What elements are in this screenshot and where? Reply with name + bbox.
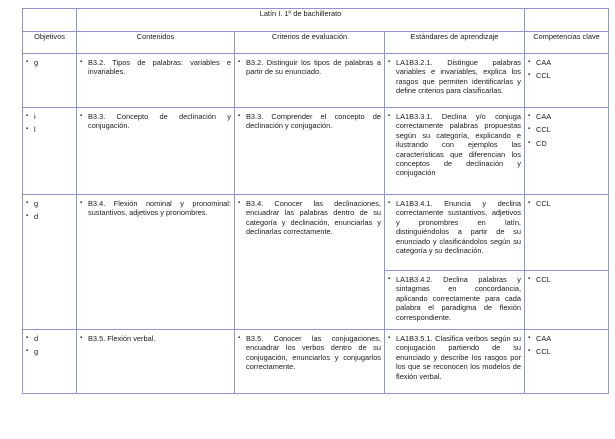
competencia-item-text: CAA (536, 334, 552, 343)
table-row (23, 330, 609, 394)
estandar-item-text: LA1B3.3.1. Declina y/o conjuga correctamente palabras propuestas según su categoría, explicando e ilustrando con ejemplos las características que diferencian los conceptos de declinación y conjugación (396, 112, 521, 178)
criterio-item-text: B3.3. Comprender el concepto de declinación y conjugación. (246, 112, 381, 131)
bullet-marker: ▪ (528, 59, 531, 65)
competencia-item-text: CCL (536, 125, 551, 135)
contenido-item-text: B3.2. Tipos de palabras: variables e invariables. (88, 58, 231, 77)
contenido-item-text: B3.5. Flexión verbal. (88, 334, 156, 343)
bullet-marker: ▪ (238, 113, 241, 119)
bullet-marker: ▪ (528, 126, 531, 133)
objetivo-item (26, 199, 73, 208)
bullet-marker: ▪ (388, 276, 391, 282)
criterios-cell (235, 108, 385, 195)
table-body (23, 54, 609, 394)
estandar-cell (385, 195, 525, 271)
table-row (23, 54, 609, 108)
table-title: Latín I. 1º de bachillerato (77, 9, 525, 32)
criterio-item-text: B3.5. Conocer las conjugaciones, encuadrar los verbos dentro de su conjugación, enunciarlos y conjugarlos correctamente. (246, 334, 381, 372)
contenidos-cell (77, 54, 235, 108)
bullet-marker: ▪ (528, 276, 531, 282)
bullet-marker: ▪ (388, 200, 391, 206)
objetivos-cell (23, 330, 77, 394)
objetivo-item (26, 347, 73, 356)
header-competencias: Competencias clave (525, 32, 609, 54)
bullet-marker: ▪ (238, 200, 241, 206)
estandar-item (388, 275, 521, 322)
header-contenidos: Contenidos (77, 32, 235, 54)
objetivo-item-text: i (34, 112, 36, 121)
bullet-marker: ▪ (26, 113, 29, 119)
competencia-item-text: CD (536, 138, 547, 148)
curriculum-table (22, 8, 609, 394)
estandar-item-text: LA1B3.5.1. Clasifica verbos según su conjugación partiendo de su enunciado y describe los rasgos por los que se reconocen los modelos de flexión verbal. (396, 334, 521, 381)
bullet-marker: ▪ (26, 126, 29, 133)
competencia-item (528, 347, 605, 356)
estandar-item (388, 58, 521, 96)
objetivo-item (26, 125, 73, 134)
competencia-item (528, 125, 605, 134)
competencia-item (528, 58, 605, 67)
contenido-item-text: B3.4. Flexión nominal y pronominal: sustantivos, adjetivos y pronombres. (88, 199, 231, 218)
competencia-item (528, 139, 605, 148)
objetivo-item-text: g (34, 58, 39, 67)
estandar-item-text: LA1B3.2.1. Distingue palabras variables e invariables, explica los rasgos que permiten identificarlas y define criterios para clasificarlas. (396, 58, 521, 96)
contenido-item (80, 334, 231, 343)
header-objetivos: Objetivos (23, 32, 77, 54)
competencia-item (528, 71, 605, 80)
bullet-marker: ▪ (388, 113, 391, 119)
contenido-item (80, 199, 231, 218)
bullet-marker: ▪ (528, 72, 531, 79)
competencia-item-text: CAA (536, 58, 552, 67)
objetivo-item (26, 112, 73, 121)
bullet-marker: ▪ (528, 113, 531, 119)
competencia-item (528, 275, 605, 284)
objetivo-item (26, 334, 73, 343)
objetivo-item-text: d (34, 334, 39, 343)
header-criterios: Criterios de evaluación (235, 32, 385, 54)
bullet-marker: ▪ (528, 139, 531, 146)
contenidos-cell (77, 108, 235, 195)
objetivo-item-text: g (34, 199, 39, 208)
criterio-item-text: B3.2. Distinguir los tipos de palabras a partir de su enunciado. (246, 58, 381, 77)
competencia-item-text: CCL (536, 275, 551, 284)
competencias-cell (525, 54, 609, 108)
estandar-cell (385, 54, 525, 108)
criterio-item (238, 199, 381, 237)
bullet-marker: ▪ (26, 200, 29, 206)
criterios-cell (235, 330, 385, 394)
criterios-cell (235, 54, 385, 108)
criterio-item (238, 112, 381, 131)
contenidos-cell (77, 195, 235, 330)
bullet-marker: ▪ (80, 200, 83, 206)
estandar-item (388, 199, 521, 255)
bullet-marker: ▪ (80, 113, 83, 119)
objetivo-item (26, 58, 73, 67)
bullet-marker: ▪ (388, 59, 391, 65)
bullet-marker: ▪ (80, 335, 83, 341)
estandar-item (388, 334, 521, 381)
bullet-marker: ▪ (238, 335, 241, 341)
competencias-cell (525, 195, 609, 271)
contenido-item-text: B3.3. Concepto de declinación y conjugación. (88, 112, 231, 131)
bullet-marker: ▪ (528, 335, 531, 341)
empty-corner-cell (23, 9, 77, 32)
criterio-item (238, 58, 381, 77)
competencias-cell (525, 108, 609, 195)
bullet-marker: ▪ (238, 59, 241, 65)
competencias-cell (525, 330, 609, 394)
bullet-marker: ▪ (80, 59, 83, 65)
objetivo-item-text: g (34, 347, 39, 357)
bullet-marker: ▪ (528, 348, 531, 355)
competencia-item (528, 112, 605, 121)
competencia-item-text: CCL (536, 199, 551, 208)
objetivo-item (26, 212, 73, 221)
competencia-item (528, 334, 605, 343)
objetivo-item-text: d (34, 212, 39, 222)
bullet-marker: ▪ (388, 335, 391, 341)
table-row (23, 195, 609, 271)
criterio-item (238, 334, 381, 372)
header-estandares: Estándares de aprendizaje (385, 32, 525, 54)
estandar-cell (385, 108, 525, 195)
estandar-cell (385, 330, 525, 394)
bullet-marker: ▪ (528, 200, 531, 206)
objetivos-cell (23, 54, 77, 108)
objetivo-item-text: l (34, 125, 36, 135)
bullet-marker: ▪ (26, 335, 29, 341)
contenido-item (80, 112, 231, 131)
objetivos-cell (23, 108, 77, 195)
estandar-item-text: LA1B3.4.2. Declina palabras y sintagmas en concordancia, aplicando correctamente para cada palabra el paradigma de flexión correspondiente. (396, 275, 521, 322)
criterios-cell (235, 195, 385, 330)
competencia-item (528, 199, 605, 208)
contenido-item (80, 58, 231, 77)
competencia-item-text: CAA (536, 112, 552, 121)
estandar-cell (385, 271, 525, 330)
bullet-marker: ▪ (26, 213, 29, 220)
bullet-marker: ▪ (26, 348, 29, 355)
table-row (23, 108, 609, 195)
competencia-item-text: CCL (536, 347, 551, 357)
competencia-item-text: CCL (536, 71, 551, 81)
contenidos-cell (77, 330, 235, 394)
objetivos-cell (23, 195, 77, 330)
criterio-item-text: B3.4. Conocer las declinaciones, encuadrar las palabras dentro de su categoría y declinación, enunciarlas y declinarlas correctamente. (246, 199, 381, 237)
empty-title-cell (525, 9, 609, 32)
bullet-marker: ▪ (26, 59, 29, 65)
estandar-item-text: LA1B3.4.1. Enuncia y declina correctamente sustantivos, adjetivos y pronombres en latín, distinguiéndolos a partir de su enunciado y clasificándolos según su categoría y su declinación. (396, 199, 521, 256)
competencias-cell (525, 271, 609, 330)
estandar-item (388, 112, 521, 178)
